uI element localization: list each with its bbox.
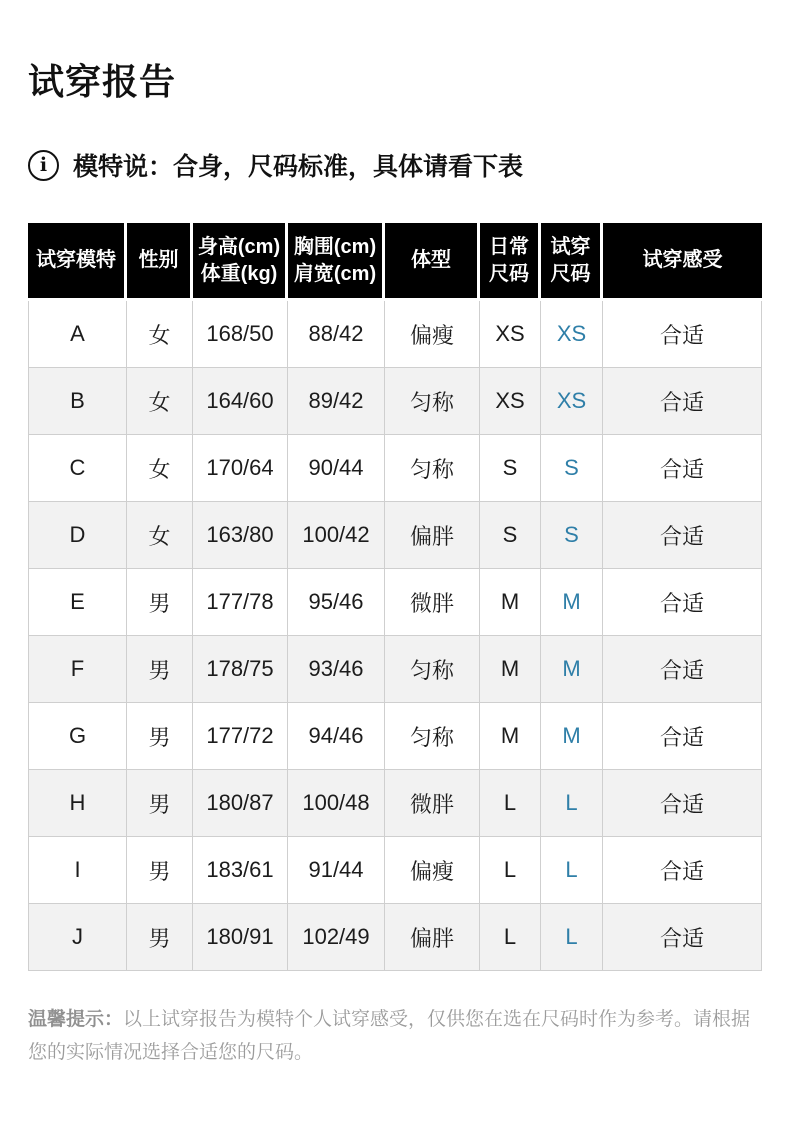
daily-size-cell: XS [480, 301, 541, 368]
body-type-cell: 偏胖 [385, 904, 480, 971]
footer-note-prefix: 温馨提示： [28, 1009, 124, 1030]
height-weight-cell: 180/91 [193, 904, 288, 971]
height-weight-cell: 168/50 [193, 301, 288, 368]
bust-shoulder-cell: 102/49 [288, 904, 385, 971]
daily-size-cell: XS [480, 368, 541, 435]
tryon-size-cell: XS [541, 368, 603, 435]
body-type-cell: 匀称 [385, 703, 480, 770]
model-cell: D [28, 502, 127, 569]
table-row [28, 368, 762, 435]
daily-size-cell: M [480, 703, 541, 770]
table-row [28, 703, 762, 770]
feeling-cell: 合适 [603, 502, 762, 569]
page-title: 试穿报告 [28, 61, 177, 102]
gender-cell: 女 [127, 502, 193, 569]
gender-cell: 男 [127, 703, 193, 770]
daily-size-cell: M [480, 569, 541, 636]
tryon-size-cell: L [541, 837, 603, 904]
bust-shoulder-cell: 100/42 [288, 502, 385, 569]
footer-note-text: 以上试穿报告为模特个人试穿感受，仅供您在选在尺码时作为参考。请根据您的实际情况选择合适您的尺码。 [28, 1009, 751, 1063]
gender-cell: 男 [127, 770, 193, 837]
height-weight-cell: 177/78 [193, 569, 288, 636]
model-cell: C [28, 435, 127, 502]
header-daily-size: 日常 尺码 [480, 223, 541, 301]
header-tryon-size: 试穿 尺码 [541, 223, 603, 301]
bust-shoulder-cell: 88/42 [288, 301, 385, 368]
header-gender: 性别 [127, 223, 193, 301]
tryon-size-cell: S [541, 502, 603, 569]
height-weight-cell: 178/75 [193, 636, 288, 703]
gender-cell: 男 [127, 837, 193, 904]
bust-shoulder-cell: 94/46 [288, 703, 385, 770]
feeling-cell: 合适 [603, 435, 762, 502]
table-row [28, 569, 762, 636]
header-feeling: 试穿感受 [603, 223, 762, 301]
body-type-cell: 匀称 [385, 368, 480, 435]
bust-shoulder-cell: 95/46 [288, 569, 385, 636]
footer-note [28, 1003, 762, 1069]
model-notice [28, 147, 762, 183]
bust-shoulder-cell: 89/42 [288, 368, 385, 435]
body-type-cell: 匀称 [385, 636, 480, 703]
daily-size-cell: L [480, 837, 541, 904]
body-type-cell: 匀称 [385, 435, 480, 502]
bust-shoulder-cell: 93/46 [288, 636, 385, 703]
header-model: 试穿模特 [28, 223, 127, 301]
header-bust-shoulder: 胸围(cm) 肩宽(cm) [288, 223, 385, 301]
feeling-cell: 合适 [603, 703, 762, 770]
tryon-size-cell: L [541, 770, 603, 837]
daily-size-cell: M [480, 636, 541, 703]
feeling-cell: 合适 [603, 904, 762, 971]
body-type-cell: 微胖 [385, 569, 480, 636]
gender-cell: 男 [127, 636, 193, 703]
daily-size-cell: L [480, 904, 541, 971]
table-row [28, 770, 762, 837]
model-cell: F [28, 636, 127, 703]
info-icon [28, 150, 59, 181]
body-type-cell: 微胖 [385, 770, 480, 837]
tryon-size-cell: S [541, 435, 603, 502]
table-row [28, 502, 762, 569]
bust-shoulder-cell: 90/44 [288, 435, 385, 502]
gender-cell: 男 [127, 569, 193, 636]
height-weight-cell: 163/80 [193, 502, 288, 569]
model-cell: H [28, 770, 127, 837]
feeling-cell: 合适 [603, 368, 762, 435]
gender-cell: 女 [127, 435, 193, 502]
body-type-cell: 偏瘦 [385, 301, 480, 368]
tryon-size-cell: M [541, 703, 603, 770]
feeling-cell: 合适 [603, 636, 762, 703]
height-weight-cell: 170/64 [193, 435, 288, 502]
model-cell: I [28, 837, 127, 904]
info-icon-glyph: i [39, 154, 48, 176]
bust-shoulder-cell: 91/44 [288, 837, 385, 904]
tryon-size-cell: L [541, 904, 603, 971]
gender-cell: 男 [127, 904, 193, 971]
table-row [28, 904, 762, 971]
gender-cell: 女 [127, 368, 193, 435]
height-weight-cell: 177/72 [193, 703, 288, 770]
bust-shoulder-cell: 100/48 [288, 770, 385, 837]
tryon-size-cell: M [541, 636, 603, 703]
table-header-row [28, 223, 762, 301]
model-notice-text: 模特说：合身，尺码标准，具体请看下表 [73, 153, 524, 181]
table-row [28, 435, 762, 502]
body-type-cell: 偏胖 [385, 502, 480, 569]
table-row [28, 636, 762, 703]
daily-size-cell: S [480, 502, 541, 569]
model-cell: E [28, 569, 127, 636]
model-cell: B [28, 368, 127, 435]
daily-size-cell: L [480, 770, 541, 837]
try-on-report-table [28, 223, 762, 971]
table-row [28, 837, 762, 904]
model-cell: J [28, 904, 127, 971]
gender-cell: 女 [127, 301, 193, 368]
feeling-cell: 合适 [603, 301, 762, 368]
height-weight-cell: 183/61 [193, 837, 288, 904]
model-cell: A [28, 301, 127, 368]
tryon-size-cell: XS [541, 301, 603, 368]
feeling-cell: 合适 [603, 837, 762, 904]
height-weight-cell: 164/60 [193, 368, 288, 435]
body-type-cell: 偏瘦 [385, 837, 480, 904]
header-body-type: 体型 [385, 223, 480, 301]
daily-size-cell: S [480, 435, 541, 502]
feeling-cell: 合适 [603, 770, 762, 837]
tryon-size-cell: M [541, 569, 603, 636]
table-row [28, 301, 762, 368]
header-height-weight: 身高(cm) 体重(kg) [193, 223, 288, 301]
feeling-cell: 合适 [603, 569, 762, 636]
height-weight-cell: 180/87 [193, 770, 288, 837]
model-cell: G [28, 703, 127, 770]
